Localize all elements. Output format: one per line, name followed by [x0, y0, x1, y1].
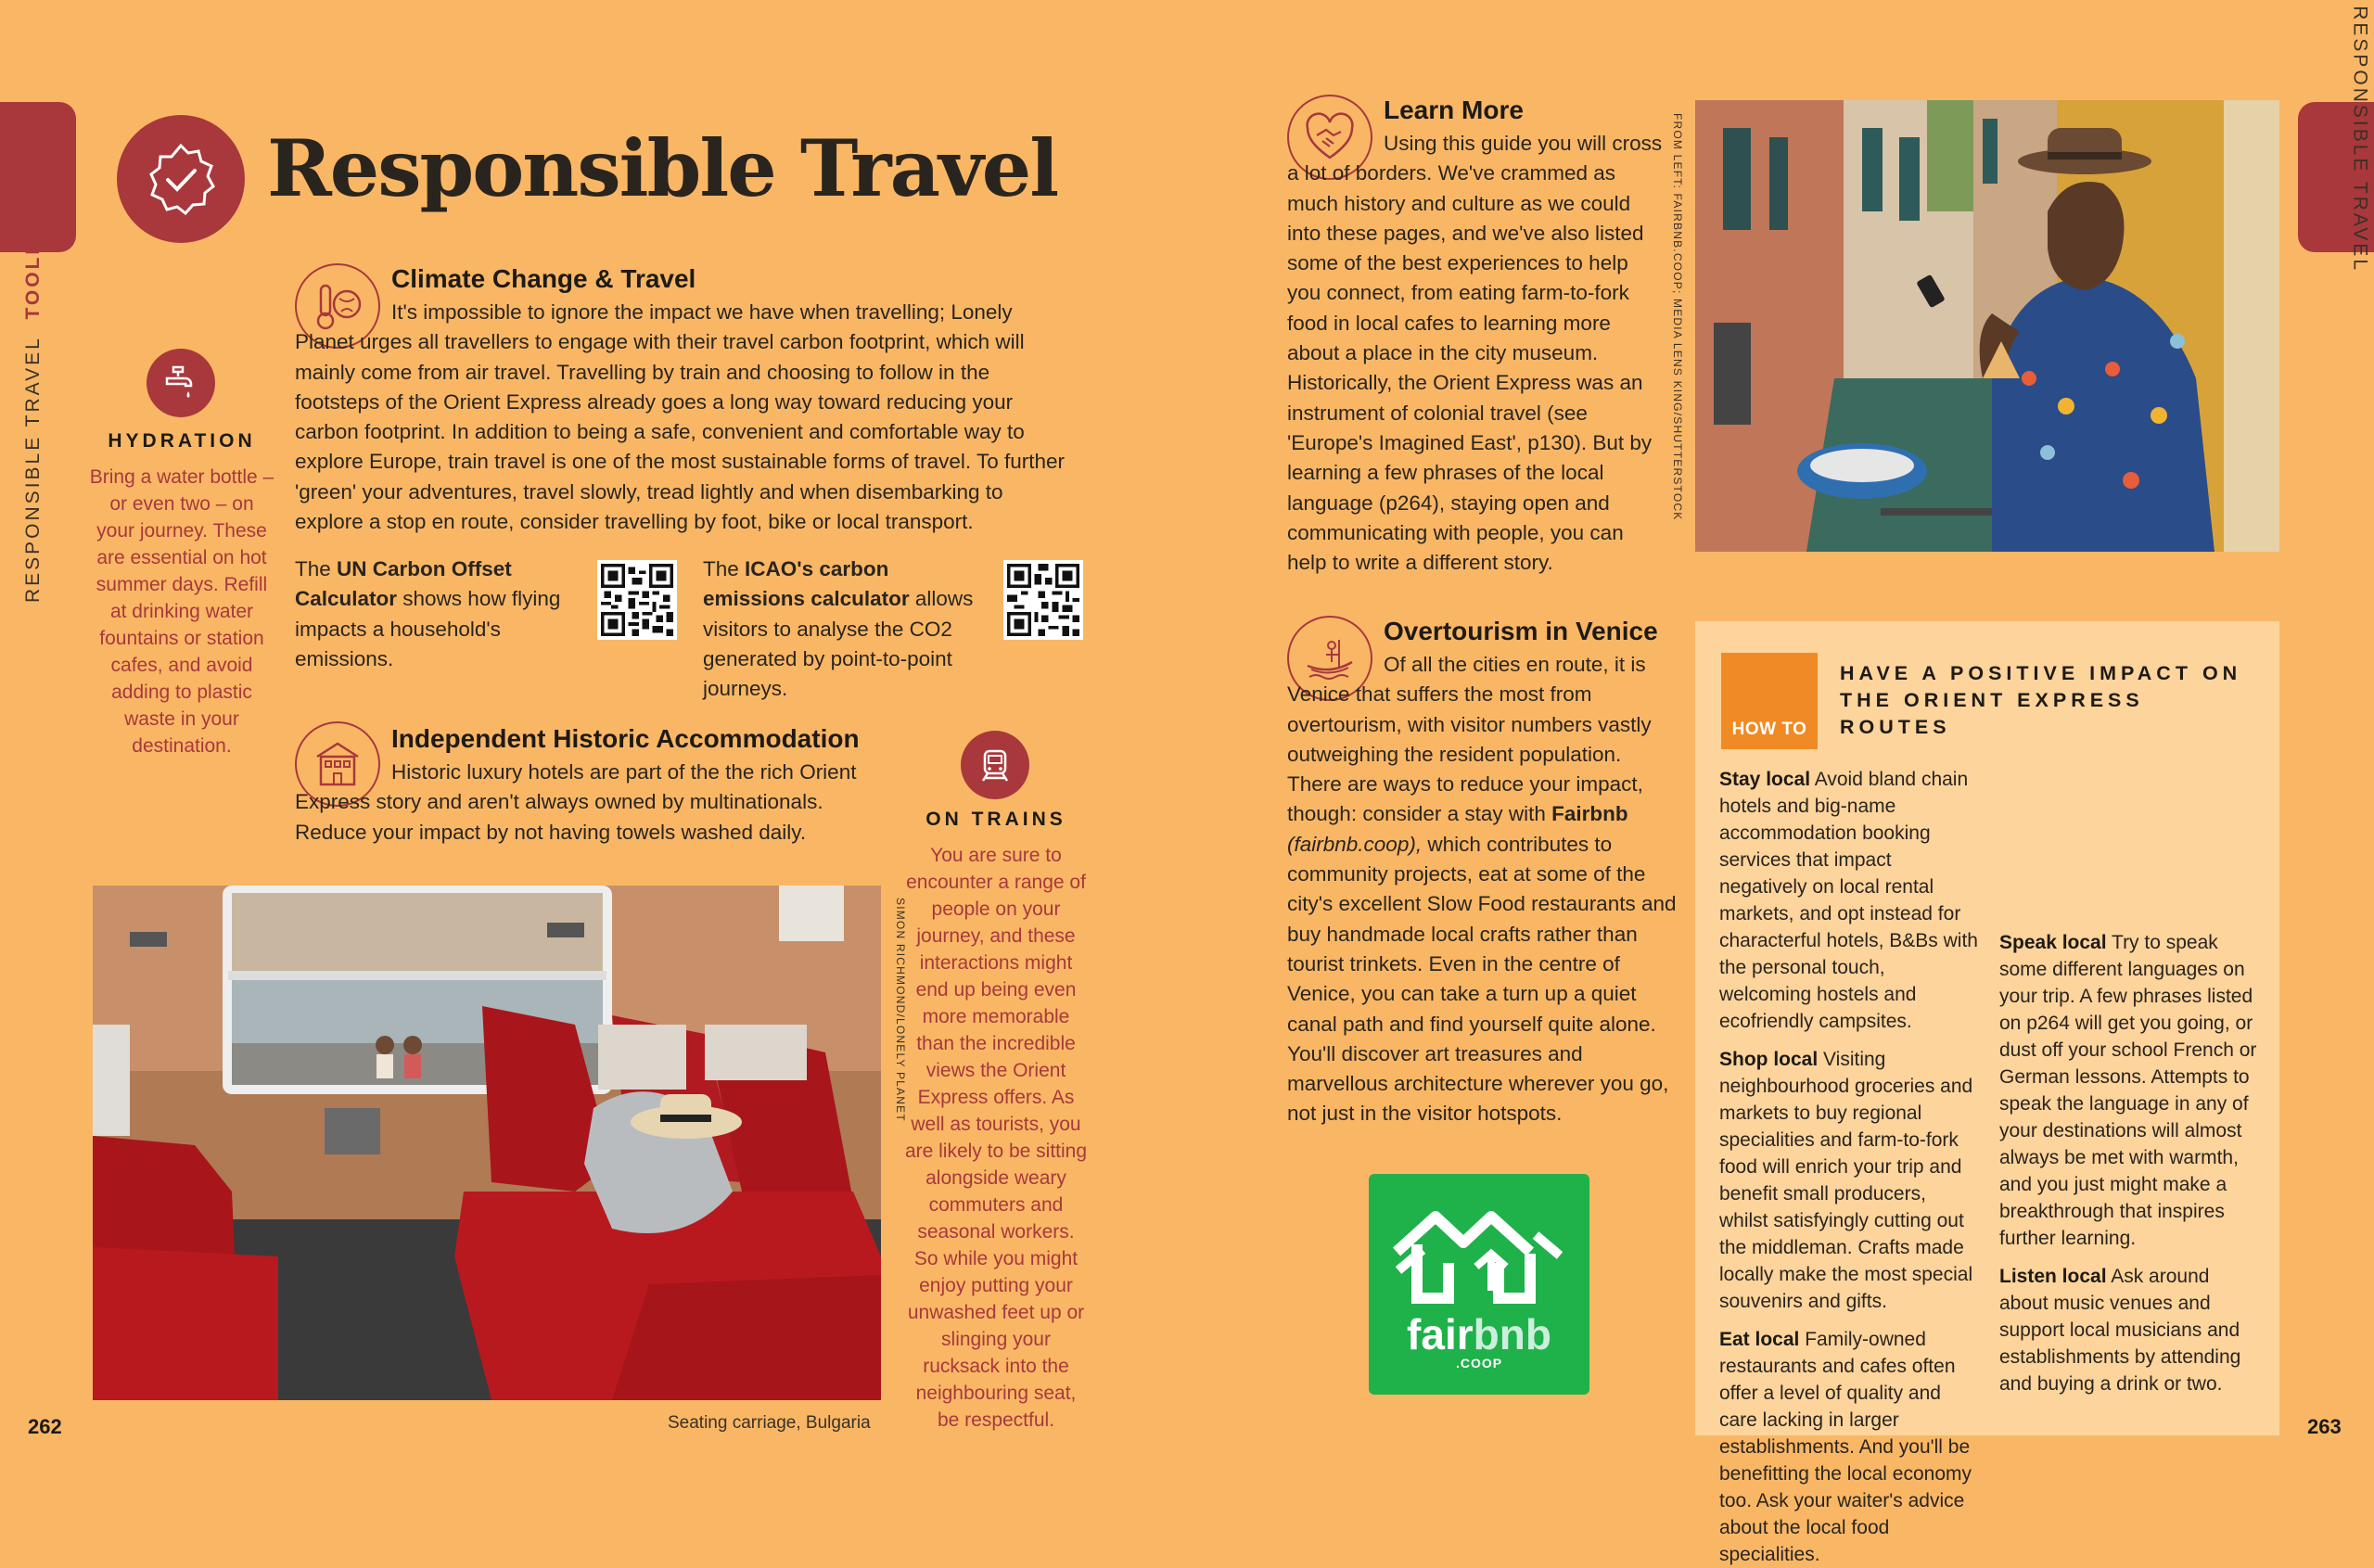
overtourism-body: Of all the cities en route, it is Venice that suffers the most from overtourism, with visitor numbers vastly outweighing the resident population. There are ways to reduce your impact, though: consider a stay with Fairbnb (fairbnb.coop), which contributes to community projects, eat at some of the city's excellent Slow Food restaurants and buy handmade local crafts rather than tourist trinkets. Even in the centre of Venice, you can take a turn up a quiet canal path and find yourself quite alone. You'll discover art treasures and marvellous architecture wherever you go, not just in the visitor hotspots.: [1287, 653, 1677, 1126]
photo-credit-right: FROM LEFT: FAIRBNB.COOP; MEDIA LENS KING/SHUTTERSTOCK: [1671, 113, 1684, 521]
on-trains-heading: ON TRAINS: [925, 809, 1066, 830]
accommodation-body: Historic luxury hotels are part of the the rich Orient Express story and aren't always owned by multinationals. Reduce your impact by not having towels washed daily.: [295, 760, 857, 844]
running-head-right: RESPONSIBLE TRAVEL: [2349, 6, 2370, 273]
icao-calculator-text: The ICAO's carbon emissions calculator allows visitors to analyse the CO2 generated by point-to-point journeys.: [703, 557, 974, 701]
overtourism-heading: Overtourism in Venice: [1384, 617, 1658, 645]
howto-item-speak-local: Speak local Try to speak some different languages on your trip. A few phrases listed on p264 will get you going, or dust off your school French or German lessons. Attempts to speak the language in any of your destinations will almost always be met with warmth, and you just might make a breakthrough that inspires further learning.: [1999, 932, 2257, 1249]
icao-calculator-qr-code[interactable]: [1003, 560, 1083, 640]
train-icon: [961, 731, 1029, 799]
fairbnb-logo: [1369, 1174, 1589, 1395]
learn-more-body: Using this guide you will cross a lot of borders. We've crammed as much history and culture as we could into these pages, and we've also listed some of the best experiences to help you connect, from eating farm-to-fork food in local cafes to learning more about a place in the city museum. Historically, the Orient Express was an instrument of colonial travel (see 'Europe's Imagined East', p130). But by learning a few phrases of the local language (p264), staying open and communicating with people, you can help to write a different story.: [1287, 132, 1663, 575]
badge-check-icon: [117, 115, 245, 243]
photo-credit-left: SIMON RICHMOND/LONELY PLANET: [894, 898, 907, 1122]
howto-item-stay-local: Stay local Avoid bland chain hotels and big-name accommodation booking services that impact negatively on local rental markets, and opt instead for characterful hotels, B&Bs with the personal touch, welcoming hostels and ecofriendly campsites.: [1719, 769, 1978, 1032]
page-title: Responsible Travel: [267, 122, 1058, 214]
fairbnb-suffix: .COOP: [1455, 1356, 1503, 1370]
photo-caption-left: Seating carriage, Bulgaria: [668, 1413, 871, 1433]
on-trains-body: You are sure to encounter a range of people on your journey, and these interactions might end up being even more memorable than the incredible views the Orient Express offers. As well as tourists, you are likely to be sitting alongside weary commuters and seasonal workers. So while you might enjoy putting your unwashed feet up or slinging your rucksack into the neighbouring seat, be respectful.: [904, 845, 1088, 1431]
photo-train-compartment: [93, 886, 881, 1400]
water-tap-icon: [147, 349, 215, 417]
howto-heading: HAVE A POSITIVE IMPACT ON THE ORIENT EXPRESS ROUTES: [1840, 662, 2242, 738]
page-number-left: 262: [28, 1415, 62, 1438]
howto-item-listen-local: Listen local Ask around about music venues and support local musicians and establishments by attending and buying a drink or two.: [1999, 1266, 2241, 1395]
page-number-right: 263: [2307, 1415, 2342, 1438]
accommodation-heading: Independent Historic Accommodation: [391, 724, 860, 753]
hydration-heading: HYDRATION: [108, 430, 256, 452]
howto-column-right: [1999, 929, 2259, 1397]
running-head-left: RESPONSIBLE TRAVEL TOOLKIT: [22, 214, 44, 603]
learn-more-heading: Learn More: [1384, 96, 1524, 124]
howto-tag: HOW TO: [1721, 653, 1818, 749]
un-calculator-qr-code[interactable]: [597, 560, 677, 640]
climate-heading: Climate Change & Travel: [391, 264, 696, 293]
climate-body: It's impossible to ignore the impact we have when travelling; Lonely Planet urges all travellers to engage with their travel carbon footprint, which will mainly come from air travel. Travelling by train and choosing to follow in the footsteps of the Orient Express already goes a long way toward reducing your carbon footprint. In addition to being a safe, convenient and comfortable way to explore Europe, train travel is one of the most sustainable forms of travel. To further 'green' your adventures, travel slowly, tread lightly and when disembarking to explore a stop en route, consider travelling by foot, bike or local transport.: [295, 300, 1065, 534]
howto-item-eat-local: Eat local Family-owned restaurants and cafes often offer a level of quality and care lacking in larger establishments. And you'll be benefitting the local economy too. Ask your waiter's advice about the local food specialities.: [1719, 1329, 1972, 1565]
fairbnb-wordmark: fairbnb: [1407, 1310, 1551, 1358]
photo-venice-canal: [1695, 100, 2279, 552]
un-calculator-text: The UN Carbon Offset Calculator shows how flying impacts a household's emissions.: [295, 557, 561, 670]
hydration-body: Bring a water bottle – or even two – on your journey. These are essential on hot summer days. Refill at drinking water fountains or station cafes, and avoid adding to plastic waste in your destination.: [89, 466, 274, 757]
howto-column-left: [1719, 766, 1979, 1568]
howto-item-shop-local: Shop local Visiting neighbourhood groceries and markets to buy regional specialities and farm-to-fork food will enrich your trip and benefit small producers, whilst satisfyingly cutting out the middleman. Crafts made locally make the most special souvenirs and gifts.: [1719, 1049, 1973, 1312]
